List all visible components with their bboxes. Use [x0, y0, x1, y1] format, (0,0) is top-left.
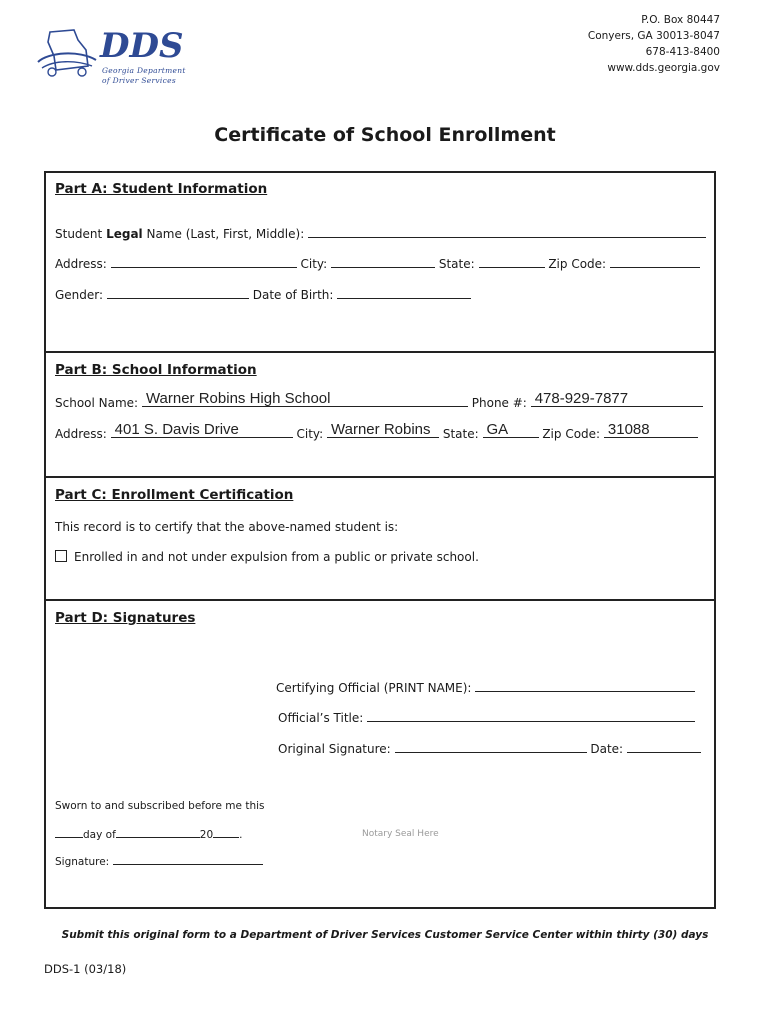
student-name-label-pre: Student: [55, 227, 107, 241]
original-signature-field[interactable]: [395, 740, 587, 753]
date-field[interactable]: [627, 740, 701, 753]
school-name-label: School Name:: [55, 396, 139, 410]
student-name-label-post: Name (Last, First, Middle):: [142, 227, 305, 241]
agency-address: [588, 12, 720, 76]
part-b-section: [44, 351, 716, 478]
part-b-heading: Part B: School Information: [55, 362, 257, 378]
school-zip-field[interactable]: [604, 421, 698, 438]
sworn-period: .: [239, 829, 243, 841]
student-state-label: State:: [438, 257, 475, 271]
phone-field[interactable]: [531, 390, 703, 407]
school-name-value: Warner Robins High School: [145, 390, 331, 407]
part-d-heading: Part D: Signatures: [55, 610, 196, 626]
logo-line-1: Georgia Department: [102, 66, 186, 75]
notary-signature-label: Signature:: [55, 856, 110, 868]
official-title-label: Official’s Title:: [278, 711, 364, 725]
school-city-field[interactable]: [327, 421, 439, 438]
official-title-field[interactable]: [367, 709, 695, 722]
school-zip-value: 31088: [607, 421, 650, 438]
enrollment-checkbox-row[interactable]: [55, 550, 479, 564]
school-zip-label: Zip Code:: [542, 427, 601, 441]
sworn-year-field[interactable]: [213, 827, 239, 838]
sworn-date-row: [55, 827, 243, 841]
logo-line-2: of Driver Services: [102, 76, 177, 85]
school-address-value: 401 S. Davis Drive: [114, 421, 239, 438]
student-city-label: City:: [300, 257, 328, 271]
form-number: DDS-1 (03/18): [44, 962, 127, 976]
official-title-row: [278, 709, 695, 725]
part-a-heading: Part A: Student Information: [55, 181, 268, 197]
student-name-field[interactable]: [308, 225, 706, 238]
address-line-po-box: P.O. Box 80447: [641, 14, 720, 26]
official-name-label: Certifying Official (PRINT NAME):: [276, 681, 472, 695]
address-line-phone: 678-413-8400: [645, 46, 720, 58]
school-address-label: Address:: [55, 427, 107, 441]
student-address-field[interactable]: [111, 255, 297, 268]
school-state-field[interactable]: [483, 421, 539, 438]
student-name-row: [55, 225, 706, 241]
certification-statement: This record is to certify that the above-named student is:: [55, 520, 399, 534]
original-signature-label: Original Signature:: [278, 742, 391, 756]
enrollment-checkbox-label: Enrolled in and not under expulsion from a public or private school.: [74, 550, 479, 564]
official-name-row: [276, 679, 695, 695]
student-name-label-bold: Legal: [106, 227, 143, 241]
school-address-row: [55, 421, 698, 441]
phone-label: Phone #:: [471, 396, 527, 410]
school-address-field[interactable]: [111, 421, 293, 438]
student-zip-field[interactable]: [610, 255, 700, 268]
school-city-value: Warner Robins: [331, 421, 431, 438]
student-address-row: [55, 255, 700, 271]
sworn-day-field[interactable]: [55, 827, 83, 838]
part-c-section: [44, 476, 716, 601]
student-address-label: Address:: [55, 257, 107, 271]
school-state-label: State:: [442, 427, 479, 441]
student-zip-label: Zip Code:: [548, 257, 607, 271]
logo-acronym: DDS: [100, 26, 184, 66]
dob-field[interactable]: [337, 286, 471, 299]
notary-seal-placeholder: Notary Seal Here: [362, 829, 439, 839]
school-name-field[interactable]: [142, 390, 468, 407]
gender-field[interactable]: [107, 286, 249, 299]
signature-date-row: [278, 740, 701, 756]
notary-signature-row: [55, 854, 263, 868]
sworn-month-field[interactable]: [116, 827, 200, 838]
school-state-value: GA: [486, 421, 509, 438]
student-gender-dob-row: [55, 286, 471, 302]
part-a-section: [44, 171, 716, 353]
dds-logo: [36, 26, 196, 90]
georgia-map-icon: [36, 26, 100, 86]
gender-label: Gender:: [55, 288, 104, 302]
part-c-heading: Part C: Enrollment Certification: [55, 487, 294, 503]
school-city-label: City:: [296, 427, 324, 441]
student-state-field[interactable]: [479, 255, 545, 268]
dob-label: Date of Birth:: [252, 288, 334, 302]
notary-signature-field[interactable]: [113, 854, 263, 865]
year-prefix: 20: [199, 829, 214, 841]
part-d-section: [44, 599, 716, 909]
student-city-field[interactable]: [331, 255, 435, 268]
date-label: Date:: [590, 742, 624, 756]
address-line-website: www.dds.georgia.gov: [607, 62, 720, 74]
school-name-row: [55, 390, 703, 410]
form-title: Certificate of School Enrollment: [214, 124, 556, 146]
enrollment-checkbox[interactable]: [55, 550, 67, 562]
day-of-label: day of: [83, 829, 116, 841]
official-name-field[interactable]: [475, 679, 695, 692]
address-line-city: Conyers, GA 30013-8047: [587, 30, 720, 42]
submission-instruction: Submit this original form to a Department of Driver Services Customer Service Center within thirty (30) days: [61, 929, 709, 941]
sworn-statement: Sworn to and subscribed before me this: [55, 800, 265, 812]
phone-value: 478-929-7877: [534, 390, 629, 407]
